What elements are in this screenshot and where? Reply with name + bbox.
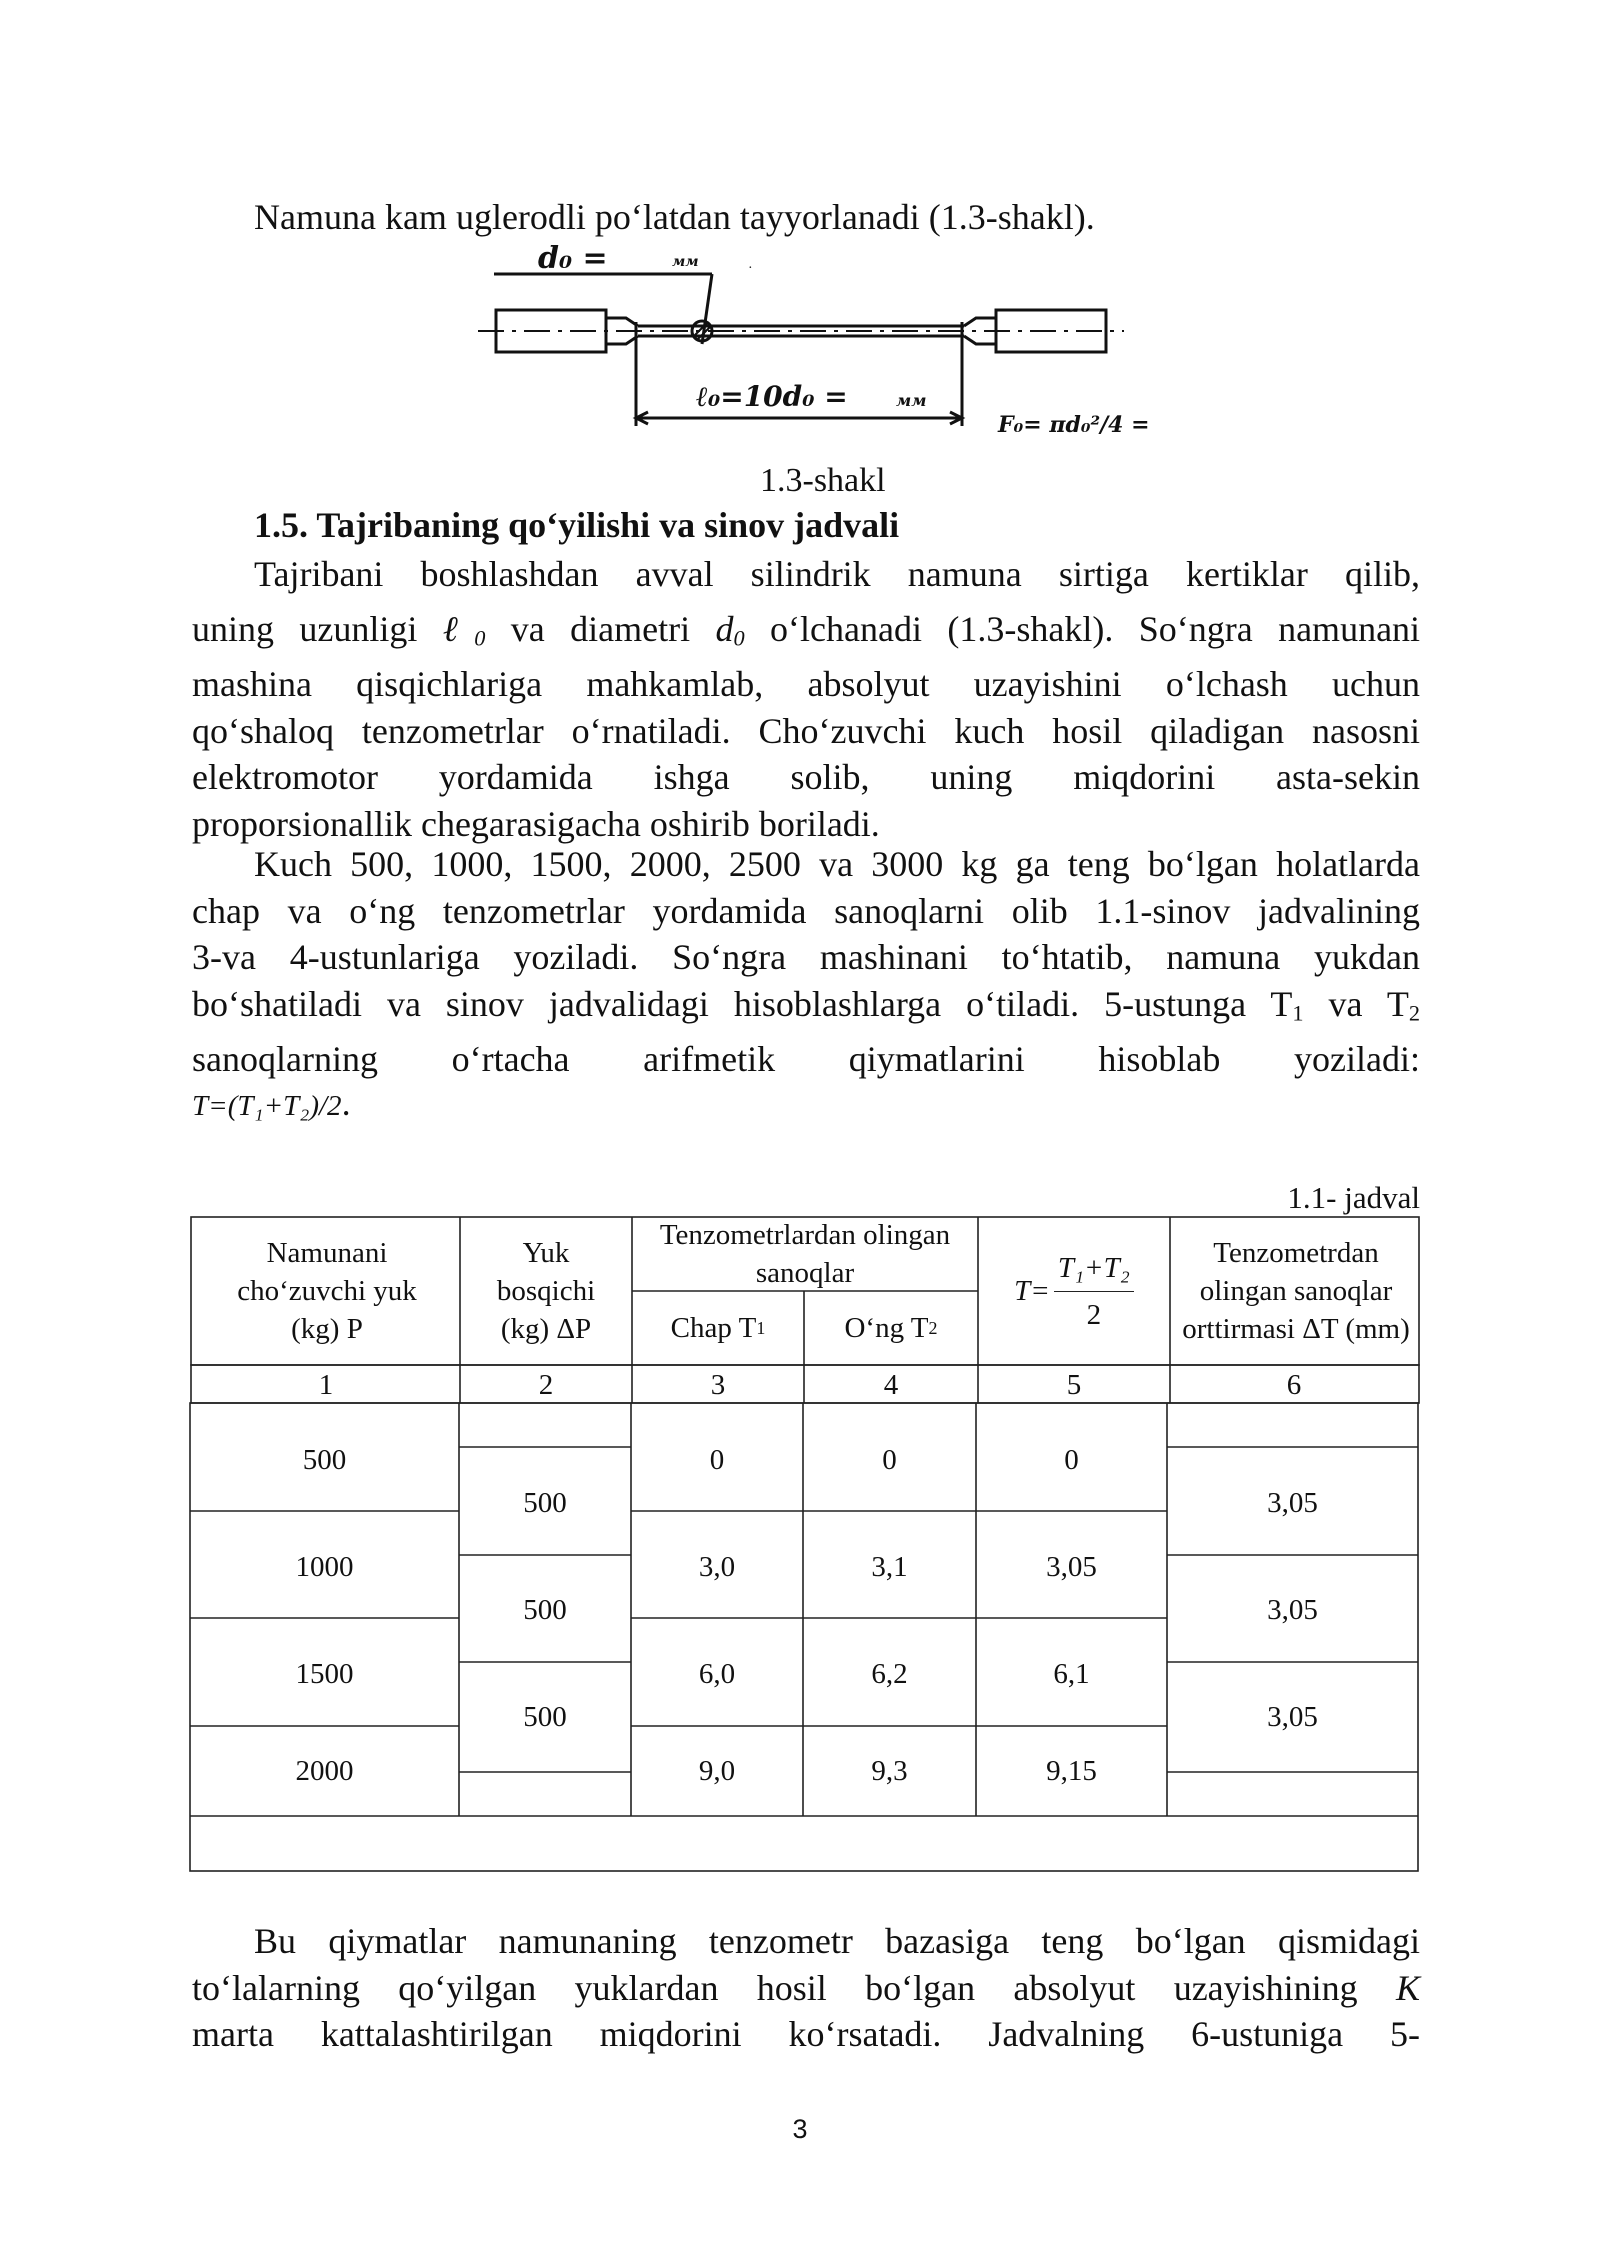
l0-label: ℓ₀=10d₀ = xyxy=(696,380,848,413)
p2-line-4-and: va T xyxy=(1303,983,1409,1024)
intro-line xyxy=(254,194,1420,241)
load-cell: 1000 xyxy=(295,1551,354,1583)
left-reading: 9,0 xyxy=(698,1755,736,1787)
header-left-gauge xyxy=(634,1292,802,1364)
col-number: 1 xyxy=(318,1368,334,1401)
mean-formula: T=(T₁+T₂)/2 xyxy=(192,1089,342,1122)
p3-line-2-text: to‘lalarning qo‘yilgan yuklardan hosil bo‘lgan absolyut uzayishining xyxy=(192,1967,1358,2008)
delta-reading: 3,05 xyxy=(1267,1594,1318,1626)
diameter-symbol-sub: 0 xyxy=(733,624,745,650)
right-reading: 6,2 xyxy=(871,1658,908,1690)
formula-period: . xyxy=(341,1082,351,1123)
p2-line-3: 3-va 4-ustunlariga yoziladi. So‘ngra mashinani to‘htatib, namuna yukdan xyxy=(192,937,1420,977)
d0-unit: мм xyxy=(672,254,699,270)
delta-reading: 3,05 xyxy=(1267,1487,1318,1519)
right-reading: 9,3 xyxy=(871,1755,908,1787)
specimen-drawing xyxy=(476,236,1150,456)
p3-line-1: Bu qiymatlar namunaning tenzometr bazasiga teng bo‘lgan qismidagi xyxy=(254,1921,1420,1961)
header-right-gauge xyxy=(806,1292,976,1364)
p1-line-1: Tajribani boshlashdan avval silindrik namuna sirtiga kertiklar qilib, xyxy=(254,554,1420,594)
section-heading: 1.5. Tajribaning qo‘yilishi va sinov jadvali xyxy=(254,505,900,545)
p2-formula-line xyxy=(192,1083,1420,1126)
mean-numerator: T₁+T₂ xyxy=(1054,1249,1134,1292)
left-reading: 0 xyxy=(709,1444,725,1476)
left-reading: 3,0 xyxy=(698,1551,736,1583)
table-caption: 1.1- jadval xyxy=(1287,1180,1420,1215)
paragraph-3 xyxy=(192,1918,1420,2058)
p2-line-4 xyxy=(192,981,1420,1037)
p1-text-diameter: va diametri xyxy=(510,608,691,649)
header-readings: Tenzometrlardan olingan sanoqlar xyxy=(659,1219,951,1289)
col-number: 2 xyxy=(538,1368,554,1401)
left-reading: 6,0 xyxy=(698,1658,736,1690)
load-cell: 500 xyxy=(302,1444,347,1476)
header-step: Yuk bosqichi (kg) ΔP xyxy=(496,1237,596,1345)
col-number: 3 xyxy=(710,1368,726,1401)
length-symbol xyxy=(443,609,486,649)
step-cell: 500 xyxy=(523,1487,567,1519)
load-cell: 2000 xyxy=(295,1755,354,1787)
paragraph-1 xyxy=(192,551,1420,847)
mean-fraction xyxy=(1054,1249,1134,1334)
step-cell: 500 xyxy=(523,1701,567,1733)
intro-text: Namuna kam uglerodli po‘latdan tayyorlanadi (1.3-shakl). xyxy=(254,197,1095,237)
p3-line-2 xyxy=(192,1965,1420,2012)
p1-line-5: elektromotor yordamida ishga solib, uning miqdorini asta-sekin xyxy=(192,757,1420,798)
mean-denominator: 2 xyxy=(1086,1298,1102,1331)
t2-sub: 2 xyxy=(1408,999,1420,1025)
p2-line-2: chap va o‘ng tenzometrlar yordamida sanoqlarni olib 1.1-sinov jadvalining xyxy=(192,890,1420,931)
f0-label: F₀= πd₀²/4 = xyxy=(998,412,1150,438)
p1-line-6: proporsionallik chegarasigacha oshirib boriladi. xyxy=(192,803,880,844)
header-right-text: O‘ng T xyxy=(844,1312,929,1344)
t1-sub: 1 xyxy=(1292,999,1304,1025)
mean-reading: 6,1 xyxy=(1053,1658,1090,1690)
diameter-symbol-char: d xyxy=(715,608,734,649)
test-table xyxy=(190,1216,1420,1872)
right-reading: 3,1 xyxy=(871,1551,908,1583)
d0-label: d₀ = xyxy=(538,241,608,276)
l0-unit: мм xyxy=(896,391,927,410)
header-mean-formula xyxy=(980,1218,1168,1364)
page-number: 3 xyxy=(792,2114,808,2144)
diameter-symbol xyxy=(715,609,744,649)
p3-line-3: marta kattalashtirilgan miqdorini ko‘rsatadi. Jadvalning 6-ustuniga 5- xyxy=(192,2014,1420,2054)
p2-line-1: Kuch 500, 1000, 1500, 2000, 2500 va 3000 kg ga teng bo‘lgan holatlarda xyxy=(254,844,1420,884)
p2-line-4-text: bo‘shatiladi va sinov jadvalidagi hisoblashlarga o‘tiladi. 5-ustunga T xyxy=(192,983,1293,1024)
mean-reading: 9,15 xyxy=(1046,1755,1097,1787)
header-left-sub: 1 xyxy=(756,1318,766,1338)
delta-reading: 3,05 xyxy=(1267,1701,1318,1733)
k-symbol: K xyxy=(1395,1967,1420,2008)
header-delta: Tenzometrdan olingan sanoqlar orttirmasi ΔT (mm) xyxy=(1182,1237,1410,1345)
p1-text-length: uning uzunligi xyxy=(192,608,418,649)
length-symbol-char: ℓ xyxy=(442,608,475,649)
p1-line-2 xyxy=(192,606,1420,662)
figure-caption: 1.3-shakl xyxy=(760,462,886,499)
p1-line-3: mashina qisqichlariga mahkamlab, absolyut uzayishini o‘lchash uchun xyxy=(192,664,1420,705)
header-load: Namunani cho‘zuvchi yuk (kg) P xyxy=(237,1237,417,1345)
paragraph-2 xyxy=(192,841,1420,1126)
load-cell: 1500 xyxy=(295,1658,354,1690)
header-left-text: Chap T xyxy=(670,1312,757,1344)
col-number: 6 xyxy=(1286,1368,1302,1401)
header-right-sub: 2 xyxy=(928,1318,938,1338)
col-number: 4 xyxy=(883,1368,899,1401)
col-number: 5 xyxy=(1066,1368,1082,1401)
mean-reading: 3,05 xyxy=(1046,1551,1097,1583)
p2-line-5: sanoqlarning o‘rtacha arifmetik qiymatlarini hisoblab yoziladi: xyxy=(192,1039,1420,1080)
p1-text-measured: o‘lchanadi (1.3-shakl). So‘ngra namunani xyxy=(770,608,1421,649)
right-reading: 0 xyxy=(882,1444,897,1476)
p1-line-4: qo‘shaloq tenzometrlar o‘rnatiladi. Cho‘zuvchi kuch hosil qiladigan nasosni xyxy=(192,710,1420,751)
step-cell: 500 xyxy=(523,1594,567,1626)
mean-lhs: T= xyxy=(1014,1275,1050,1307)
mean-reading: 0 xyxy=(1064,1444,1079,1476)
length-symbol-sub: 0 xyxy=(474,624,486,650)
svg-text:·: · xyxy=(748,261,753,276)
